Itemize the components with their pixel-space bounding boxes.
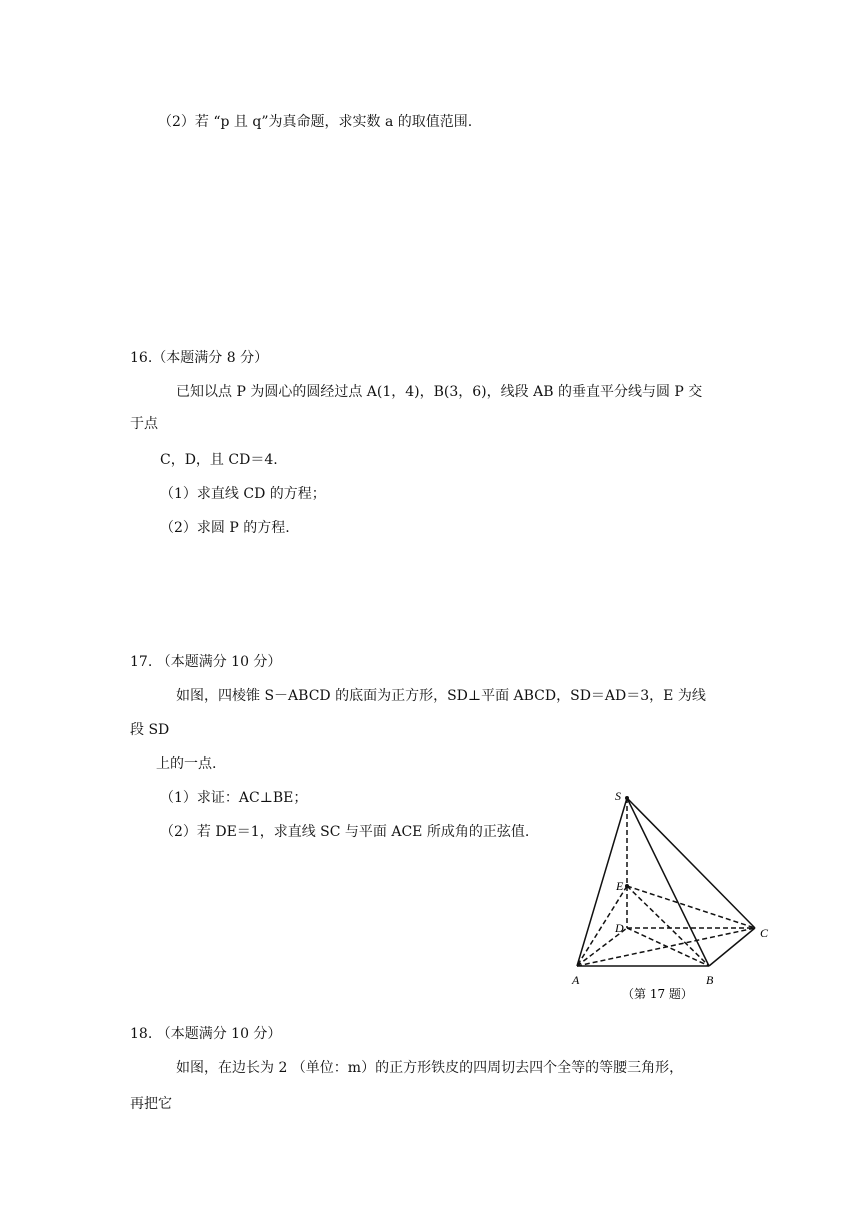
- q16-stem-line3: C，D，且 CD＝4.: [160, 452, 278, 468]
- segment-EC: [627, 886, 755, 928]
- label-D: D: [615, 921, 624, 935]
- diagonal-AC: [577, 928, 755, 966]
- point-S: [625, 796, 629, 800]
- label-E: E: [616, 879, 624, 893]
- q18-header: 18. （本题满分 10 分）: [130, 1026, 282, 1042]
- label-B: B: [706, 973, 714, 987]
- q17-part1: （1）求证：AC⊥BE；: [160, 790, 308, 806]
- label-S: S: [615, 789, 621, 803]
- q17-stem-line3: 上的一点.: [156, 756, 217, 772]
- edge-BC: [709, 928, 755, 966]
- q16-stem-line2: 于点: [130, 416, 158, 432]
- q16-stem-line1: 已知以点 P 为圆心的圆经过点 A(1，4)，B(3，6)，线段 AB 的垂直平分线与圆 P 交: [176, 384, 703, 400]
- edge-SC: [627, 798, 755, 928]
- q18-stem-line1: 如图，在边长为 2 （单位：m）的正方形铁皮的四周切去四个全等的等腰三角形，: [176, 1060, 684, 1076]
- label-A: A: [572, 973, 580, 987]
- segment-EB: [627, 886, 709, 966]
- q17-stem-line1: 如图，四棱锥 S－ABCD 的底面为正方形，SD⊥平面 ABCD，SD＝AD＝3，E 为线: [176, 688, 706, 704]
- q17-part2: （2）若 DE＝1，求直线 SC 与平面 ACE 所成角的正弦值.: [160, 824, 530, 840]
- q18-stem-line2: 再把它: [130, 1096, 172, 1112]
- pyramid-figure: [560, 782, 790, 1012]
- figure-caption: （第 17 题）: [622, 987, 693, 1001]
- point-E: [625, 884, 629, 888]
- q16-part1: （1）求直线 CD 的方程；: [160, 486, 326, 502]
- q16-part2: （2）求圆 P 的方程.: [160, 520, 290, 536]
- q16-header: 16.（本题满分 8 分）: [130, 350, 269, 366]
- q17-header: 17. （本题满分 10 分）: [130, 654, 282, 670]
- label-C: C: [760, 926, 769, 940]
- q15-part2: （2）若 “p 且 q”为真命题，求实数 a 的取值范围.: [158, 114, 473, 130]
- q17-stem-line2: 段 SD: [130, 722, 170, 738]
